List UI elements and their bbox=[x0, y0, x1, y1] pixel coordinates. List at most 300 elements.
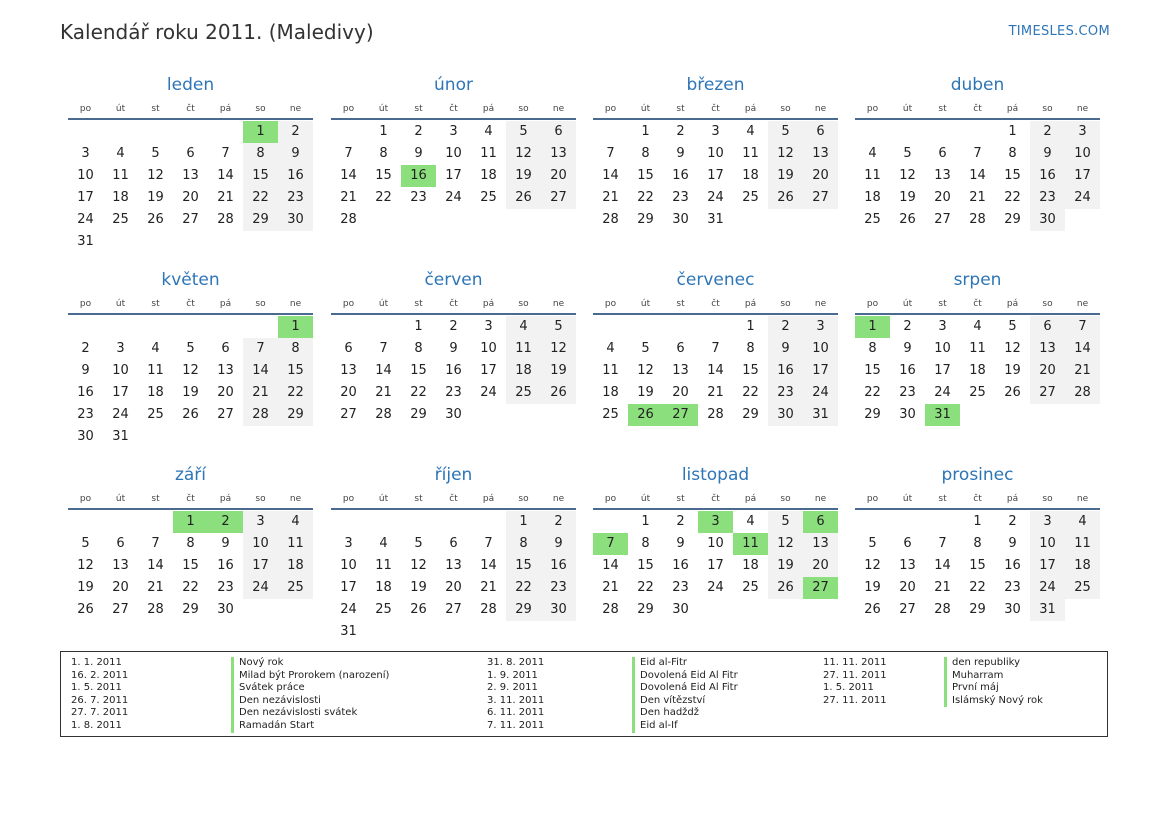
day-cell: 23 bbox=[672, 580, 689, 595]
day-cell: 16 bbox=[278, 165, 313, 187]
day-cell: 9 bbox=[1030, 143, 1065, 165]
day-cell: 11 bbox=[602, 363, 619, 378]
legend-dates-col-1 bbox=[71, 657, 128, 733]
day-cell: 12 bbox=[541, 338, 576, 360]
day-cell: 19 bbox=[899, 190, 916, 205]
day-cell: 23 bbox=[278, 187, 313, 209]
day-cell: 23 bbox=[1004, 580, 1021, 595]
month-name: květen bbox=[161, 270, 220, 290]
weekday-label: ne bbox=[289, 104, 302, 114]
day-cell: 9 bbox=[221, 536, 230, 551]
day-cell: 30 bbox=[899, 407, 916, 422]
day-cell: 26 bbox=[1004, 385, 1021, 400]
day-cell: 31 bbox=[77, 234, 94, 249]
day-cell: 2 bbox=[676, 514, 685, 529]
day-cell: 1 bbox=[1008, 124, 1017, 139]
weekday-label: ne bbox=[552, 494, 565, 504]
day-cell: 27 bbox=[182, 212, 199, 227]
legend-date: 7. 11. 2011 bbox=[487, 719, 545, 731]
day-cell: 14 bbox=[340, 168, 357, 183]
day-cell: 20 bbox=[803, 165, 838, 187]
day-cell: 5 bbox=[868, 536, 877, 551]
empty-cell bbox=[138, 316, 173, 338]
day-cell: 26 bbox=[768, 187, 803, 209]
legend-date: 3. 11. 2011 bbox=[487, 694, 545, 706]
legend-name: den republiky bbox=[944, 657, 1043, 670]
day-cell: 26 bbox=[768, 577, 803, 599]
day-cell: 10 bbox=[243, 533, 278, 555]
day-cell: 16 bbox=[672, 168, 689, 183]
weekday-label: pá bbox=[744, 104, 757, 114]
days-grid bbox=[593, 316, 838, 426]
day-cell: 24 bbox=[243, 577, 278, 599]
weekday-label: pá bbox=[482, 299, 495, 309]
day-cell: 21 bbox=[602, 580, 619, 595]
page-title: Kalendář roku 2011. (Maledivy) bbox=[60, 20, 374, 44]
empty-cell bbox=[960, 121, 995, 143]
day-cell: 27 bbox=[803, 187, 838, 209]
day-cell: 14 bbox=[707, 363, 724, 378]
day-cell: 17 bbox=[112, 385, 129, 400]
day-cell: 5 bbox=[768, 121, 803, 143]
day-cell: 29 bbox=[969, 602, 986, 617]
day-cell: 29 bbox=[637, 602, 654, 617]
empty-cell bbox=[890, 511, 925, 533]
day-cell: 13 bbox=[672, 363, 689, 378]
weekday-label: út bbox=[115, 299, 126, 309]
empty-cell bbox=[103, 316, 138, 338]
empty-cell bbox=[331, 316, 366, 338]
day-cell: 14 bbox=[375, 363, 392, 378]
day-cell: 26 bbox=[899, 212, 916, 227]
site-link[interactable]: TIMESLES.COM bbox=[1008, 24, 1110, 39]
weekday-header bbox=[593, 295, 838, 313]
header-rule bbox=[855, 508, 1100, 510]
day-cell: 25 bbox=[742, 190, 759, 205]
empty-cell bbox=[855, 121, 890, 143]
legend-name: Den nezávislosti bbox=[231, 695, 389, 708]
day-cell: 19 bbox=[77, 580, 94, 595]
weekday-label: po bbox=[342, 494, 355, 504]
day-cell: 23 bbox=[672, 190, 689, 205]
weekday-label: pá bbox=[1006, 299, 1019, 309]
empty-cell bbox=[138, 121, 173, 143]
day-cell: 15 bbox=[742, 363, 759, 378]
day-cell: 21 bbox=[707, 385, 724, 400]
month-březen bbox=[593, 74, 838, 231]
day-cell: 28 bbox=[340, 212, 357, 227]
day-cell: 26 bbox=[147, 212, 164, 227]
day-cell: 2 bbox=[81, 341, 90, 356]
day-cell: 20 bbox=[1030, 360, 1065, 382]
holiday-day-cell: 1 bbox=[173, 511, 208, 533]
weekday-header bbox=[331, 295, 576, 313]
day-cell: 28 bbox=[934, 602, 951, 617]
weekday-label: pá bbox=[219, 299, 232, 309]
day-cell: 26 bbox=[541, 382, 576, 404]
day-cell: 13 bbox=[899, 558, 916, 573]
day-cell: 24 bbox=[1030, 577, 1065, 599]
day-cell: 14 bbox=[602, 558, 619, 573]
day-cell: 29 bbox=[243, 209, 278, 231]
days-grid bbox=[593, 511, 838, 621]
day-cell: 15 bbox=[506, 555, 541, 577]
day-cell: 6 bbox=[1030, 316, 1065, 338]
day-cell: 14 bbox=[147, 558, 164, 573]
weekday-header bbox=[331, 490, 576, 508]
day-cell: 25 bbox=[278, 577, 313, 599]
weekday-label: čt bbox=[449, 299, 458, 309]
weekday-label: čt bbox=[449, 494, 458, 504]
weekday-label: st bbox=[151, 494, 160, 504]
day-cell: 22 bbox=[410, 385, 427, 400]
empty-cell bbox=[331, 511, 366, 533]
legend-name: Milad být Prorokem (narození) bbox=[231, 670, 389, 683]
days-grid bbox=[855, 121, 1100, 231]
weekday-label: čt bbox=[711, 104, 720, 114]
day-cell: 17 bbox=[77, 190, 94, 205]
days-grid bbox=[855, 511, 1100, 621]
weekday-label: st bbox=[938, 104, 947, 114]
day-cell: 28 bbox=[602, 212, 619, 227]
day-cell: 11 bbox=[506, 338, 541, 360]
month-prosinec bbox=[855, 464, 1100, 621]
weekday-label: st bbox=[938, 299, 947, 309]
day-cell: 23 bbox=[217, 580, 234, 595]
day-cell: 8 bbox=[278, 338, 313, 360]
day-cell: 28 bbox=[707, 407, 724, 422]
day-cell: 14 bbox=[934, 558, 951, 573]
day-cell: 11 bbox=[112, 168, 129, 183]
day-cell: 11 bbox=[742, 146, 759, 161]
holiday-day-cell: 31 bbox=[925, 404, 960, 426]
weekday-label: st bbox=[414, 494, 423, 504]
day-cell: 16 bbox=[445, 363, 462, 378]
day-cell: 18 bbox=[1065, 555, 1100, 577]
day-cell: 13 bbox=[112, 558, 129, 573]
day-cell: 23 bbox=[768, 382, 803, 404]
day-cell: 3 bbox=[81, 146, 90, 161]
weekday-label: čt bbox=[186, 104, 195, 114]
weekday-label: út bbox=[640, 104, 651, 114]
day-cell: 10 bbox=[340, 558, 357, 573]
day-cell: 15 bbox=[637, 168, 654, 183]
day-cell: 2 bbox=[1008, 514, 1017, 529]
day-cell: 5 bbox=[768, 511, 803, 533]
day-cell: 10 bbox=[77, 168, 94, 183]
weekday-label: pá bbox=[1006, 494, 1019, 504]
legend-name: Eid al-Fitr bbox=[632, 657, 738, 670]
weekday-label: út bbox=[902, 494, 913, 504]
day-cell: 25 bbox=[742, 580, 759, 595]
weekday-label: po bbox=[79, 104, 92, 114]
day-cell: 23 bbox=[899, 385, 916, 400]
day-cell: 8 bbox=[243, 143, 278, 165]
day-cell: 3 bbox=[938, 319, 947, 334]
day-cell: 6 bbox=[449, 536, 458, 551]
month-name: říjen bbox=[434, 465, 473, 485]
day-cell: 16 bbox=[217, 558, 234, 573]
day-cell: 7 bbox=[1065, 316, 1100, 338]
day-cell: 8 bbox=[641, 536, 650, 551]
day-cell: 22 bbox=[1004, 190, 1021, 205]
day-cell: 21 bbox=[217, 190, 234, 205]
weekday-label: st bbox=[414, 299, 423, 309]
day-cell: 23 bbox=[410, 190, 427, 205]
weekday-label: čt bbox=[711, 299, 720, 309]
day-cell: 7 bbox=[938, 536, 947, 551]
day-cell: 4 bbox=[278, 511, 313, 533]
day-cell: 11 bbox=[278, 533, 313, 555]
day-cell: 3 bbox=[449, 124, 458, 139]
day-cell: 6 bbox=[676, 341, 685, 356]
day-cell: 4 bbox=[868, 146, 877, 161]
day-cell: 25 bbox=[480, 190, 497, 205]
day-cell: 12 bbox=[182, 363, 199, 378]
day-cell: 3 bbox=[344, 536, 353, 551]
weekday-header bbox=[855, 490, 1100, 508]
day-cell: 4 bbox=[973, 319, 982, 334]
day-cell: 29 bbox=[278, 404, 313, 426]
day-cell: 4 bbox=[746, 124, 755, 139]
weekday-label: so bbox=[1042, 299, 1053, 309]
day-cell: 8 bbox=[868, 341, 877, 356]
day-cell: 3 bbox=[711, 124, 720, 139]
weekday-header bbox=[855, 100, 1100, 118]
day-cell: 20 bbox=[541, 165, 576, 187]
weekday-label: pá bbox=[482, 494, 495, 504]
day-cell: 20 bbox=[803, 555, 838, 577]
day-cell: 3 bbox=[1030, 511, 1065, 533]
day-cell: 15 bbox=[375, 168, 392, 183]
day-cell: 10 bbox=[445, 146, 462, 161]
day-cell: 2 bbox=[903, 319, 912, 334]
weekday-label: po bbox=[604, 104, 617, 114]
header-rule bbox=[593, 313, 838, 315]
day-cell: 12 bbox=[899, 168, 916, 183]
weekday-header bbox=[593, 490, 838, 508]
day-cell: 7 bbox=[711, 341, 720, 356]
weekday-label: po bbox=[342, 104, 355, 114]
day-cell: 9 bbox=[768, 338, 803, 360]
weekday-label: út bbox=[115, 104, 126, 114]
day-cell: 24 bbox=[1065, 187, 1100, 209]
month-name: listopad bbox=[681, 465, 750, 485]
weekday-label: ne bbox=[289, 299, 302, 309]
day-cell: 20 bbox=[672, 385, 689, 400]
day-cell: 16 bbox=[77, 385, 94, 400]
holiday-day-cell: 2 bbox=[208, 511, 243, 533]
legend-date: 26. 7. 2011 bbox=[71, 694, 129, 706]
day-cell: 24 bbox=[480, 385, 497, 400]
day-cell: 7 bbox=[344, 146, 353, 161]
day-cell: 11 bbox=[147, 363, 164, 378]
month-name: září bbox=[174, 465, 207, 485]
day-cell: 15 bbox=[243, 165, 278, 187]
day-cell: 6 bbox=[903, 536, 912, 551]
day-cell: 4 bbox=[151, 341, 160, 356]
day-cell: 28 bbox=[602, 602, 619, 617]
day-cell: 31 bbox=[340, 624, 357, 639]
legend-date: 27. 11. 2011 bbox=[823, 694, 887, 706]
day-cell: 25 bbox=[969, 385, 986, 400]
day-cell: 25 bbox=[375, 602, 392, 617]
month-name: březen bbox=[686, 75, 745, 95]
day-cell: 29 bbox=[864, 407, 881, 422]
day-cell: 26 bbox=[77, 602, 94, 617]
day-cell: 2 bbox=[676, 124, 685, 139]
day-cell: 6 bbox=[803, 121, 838, 143]
day-cell: 13 bbox=[445, 558, 462, 573]
legend-date: 11. 11. 2011 bbox=[823, 657, 887, 668]
day-cell: 21 bbox=[375, 385, 392, 400]
day-cell: 16 bbox=[1004, 558, 1021, 573]
holiday-day-cell: 16 bbox=[401, 165, 436, 187]
day-cell: 16 bbox=[672, 558, 689, 573]
day-cell: 27 bbox=[445, 602, 462, 617]
day-cell: 20 bbox=[899, 580, 916, 595]
day-cell: 8 bbox=[506, 533, 541, 555]
day-cell: 13 bbox=[803, 143, 838, 165]
empty-cell bbox=[138, 511, 173, 533]
empty-cell bbox=[593, 316, 628, 338]
holiday-legend bbox=[60, 651, 1108, 737]
day-cell: 15 bbox=[278, 360, 313, 382]
day-cell: 12 bbox=[768, 143, 803, 165]
weekday-label: st bbox=[676, 104, 685, 114]
day-cell: 15 bbox=[637, 558, 654, 573]
day-cell: 5 bbox=[903, 146, 912, 161]
day-cell: 29 bbox=[637, 212, 654, 227]
weekday-label: so bbox=[518, 299, 529, 309]
day-cell: 18 bbox=[602, 385, 619, 400]
day-cell: 21 bbox=[1065, 360, 1100, 382]
weekday-header bbox=[855, 295, 1100, 313]
day-cell: 10 bbox=[1065, 143, 1100, 165]
empty-cell bbox=[103, 121, 138, 143]
day-cell: 19 bbox=[410, 580, 427, 595]
day-cell: 13 bbox=[217, 363, 234, 378]
day-cell: 17 bbox=[480, 363, 497, 378]
day-cell: 9 bbox=[414, 146, 423, 161]
weekday-label: ne bbox=[814, 299, 827, 309]
day-cell: 5 bbox=[81, 536, 90, 551]
weekday-label: so bbox=[518, 494, 529, 504]
day-cell: 1 bbox=[641, 124, 650, 139]
day-cell: 9 bbox=[541, 533, 576, 555]
day-cell: 20 bbox=[182, 190, 199, 205]
day-cell: 8 bbox=[1008, 146, 1017, 161]
day-cell: 26 bbox=[506, 187, 541, 209]
weekday-label: út bbox=[902, 299, 913, 309]
day-cell: 31 bbox=[803, 404, 838, 426]
empty-cell bbox=[855, 511, 890, 533]
day-cell: 12 bbox=[637, 363, 654, 378]
day-cell: 5 bbox=[506, 121, 541, 143]
day-cell: 11 bbox=[864, 168, 881, 183]
legend-name: Dovolená Eid Al Fitr bbox=[632, 670, 738, 683]
weekday-label: ne bbox=[552, 104, 565, 114]
day-cell: 4 bbox=[116, 146, 125, 161]
day-cell: 30 bbox=[217, 602, 234, 617]
day-cell: 13 bbox=[182, 168, 199, 183]
legend-date: 27. 7. 2011 bbox=[71, 707, 129, 719]
day-cell: 13 bbox=[934, 168, 951, 183]
day-cell: 11 bbox=[480, 146, 497, 161]
day-cell: 30 bbox=[1004, 602, 1021, 617]
day-cell: 6 bbox=[221, 341, 230, 356]
empty-cell bbox=[925, 121, 960, 143]
day-cell: 19 bbox=[637, 385, 654, 400]
day-cell: 1 bbox=[379, 124, 388, 139]
holiday-day-cell: 1 bbox=[243, 121, 278, 143]
weekday-label: pá bbox=[1006, 104, 1019, 114]
day-cell: 14 bbox=[217, 168, 234, 183]
days-grid bbox=[68, 511, 313, 621]
day-cell: 12 bbox=[147, 168, 164, 183]
holiday-day-cell: 7 bbox=[593, 533, 628, 555]
weekday-label: pá bbox=[744, 299, 757, 309]
empty-cell bbox=[366, 316, 401, 338]
day-cell: 22 bbox=[182, 580, 199, 595]
weekday-label: po bbox=[866, 104, 879, 114]
day-cell: 4 bbox=[379, 536, 388, 551]
day-cell: 30 bbox=[278, 209, 313, 231]
weekday-label: čt bbox=[449, 104, 458, 114]
weekday-label: pá bbox=[219, 104, 232, 114]
empty-cell bbox=[243, 316, 278, 338]
weekday-label: pá bbox=[219, 494, 232, 504]
empty-cell bbox=[698, 316, 733, 338]
day-cell: 14 bbox=[1065, 338, 1100, 360]
empty-cell bbox=[593, 511, 628, 533]
day-cell: 2 bbox=[1030, 121, 1065, 143]
weekday-label: so bbox=[1042, 104, 1053, 114]
holiday-day-cell: 1 bbox=[855, 316, 890, 338]
month-name: červen bbox=[424, 270, 483, 290]
month-říjen bbox=[331, 464, 576, 643]
day-cell: 15 bbox=[864, 363, 881, 378]
day-cell: 22 bbox=[637, 580, 654, 595]
day-cell: 24 bbox=[445, 190, 462, 205]
day-cell: 23 bbox=[1030, 187, 1065, 209]
holiday-day-cell: 1 bbox=[278, 316, 313, 338]
legend-date: 2. 9. 2011 bbox=[487, 682, 538, 694]
day-cell: 7 bbox=[221, 146, 230, 161]
holiday-day-cell: 11 bbox=[733, 533, 768, 555]
day-cell: 3 bbox=[243, 511, 278, 533]
day-cell: 25 bbox=[602, 407, 619, 422]
day-cell: 22 bbox=[243, 187, 278, 209]
day-cell: 25 bbox=[1065, 577, 1100, 599]
day-cell: 25 bbox=[864, 212, 881, 227]
day-cell: 3 bbox=[803, 316, 838, 338]
weekday-header bbox=[68, 100, 313, 118]
weekday-label: so bbox=[518, 104, 529, 114]
legend-name: Eid al-If bbox=[632, 720, 738, 733]
day-cell: 1 bbox=[973, 514, 982, 529]
weekday-label: út bbox=[902, 104, 913, 114]
weekday-label: pá bbox=[482, 104, 495, 114]
day-cell: 13 bbox=[340, 363, 357, 378]
day-cell: 18 bbox=[864, 190, 881, 205]
day-cell: 27 bbox=[899, 602, 916, 617]
day-cell: 15 bbox=[410, 363, 427, 378]
holiday-day-cell: 3 bbox=[698, 511, 733, 533]
day-cell: 11 bbox=[969, 341, 986, 356]
day-cell: 31 bbox=[1030, 599, 1065, 621]
day-cell: 5 bbox=[1008, 319, 1017, 334]
